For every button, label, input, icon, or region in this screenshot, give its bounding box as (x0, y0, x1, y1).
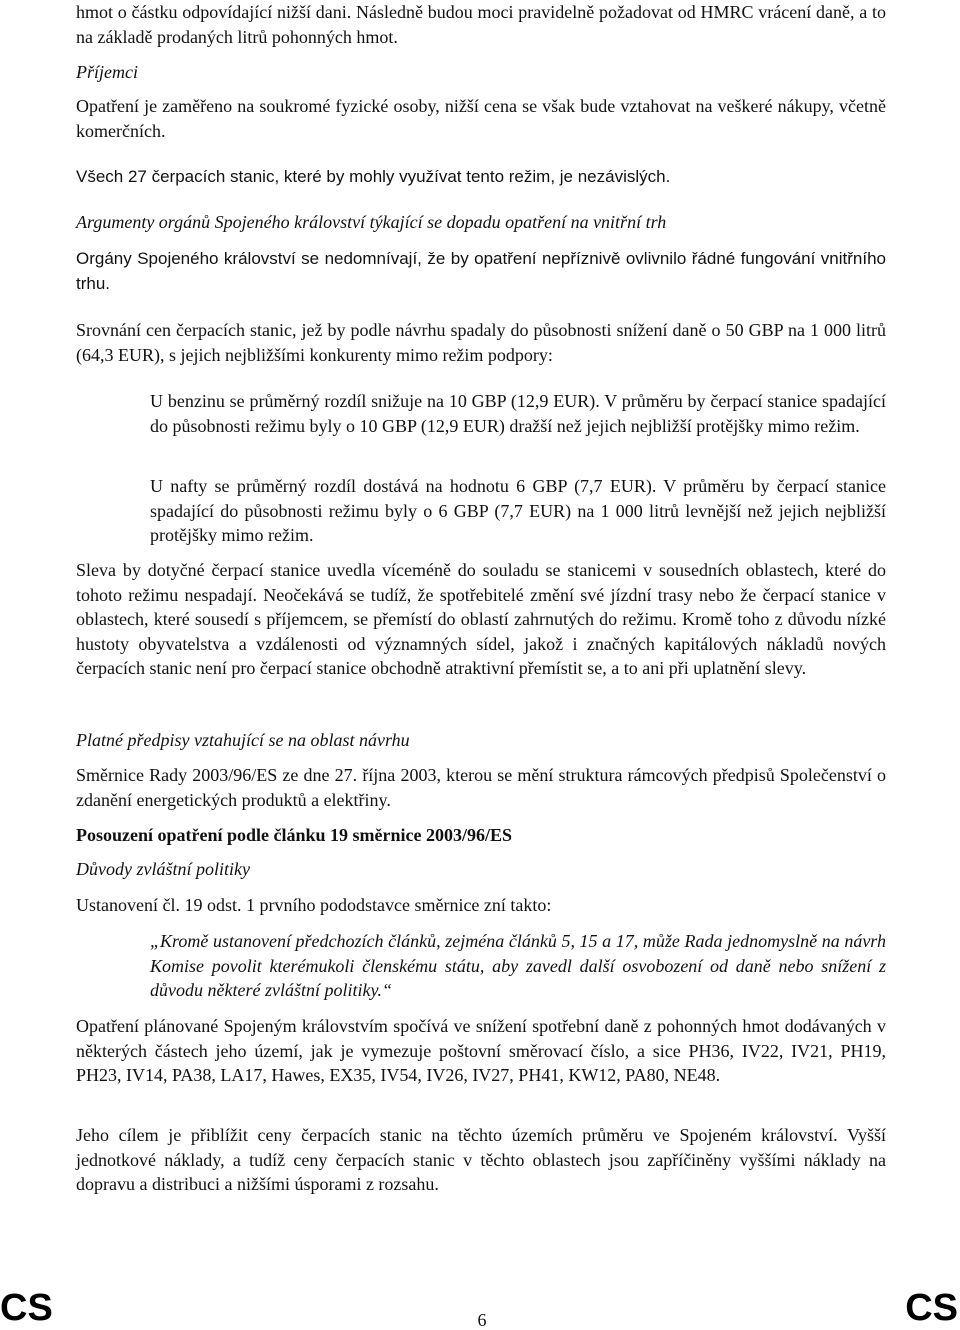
paragraph-directive: Směrnice Rady 2003/96/ES ze dne 27. října 2003, kterou se mění struktura rámcových předpisů Společenství o zdanění energetických produktů a elektřiny. (76, 765, 886, 810)
footer-language-code-left: CS (0, 1287, 53, 1329)
heading-assessment: Posouzení opatření podle článku 19 směrnice 2003/96/ES (76, 825, 513, 845)
paragraph-stations-independent: Všech 27 čerpacích stanic, které by mohly využívat tento režim, je nezávislých. (76, 167, 671, 186)
heading-applicable-rules: Platné předpisy vztahující se na oblast návrhu (76, 730, 410, 750)
heading-arguments: Argumenty orgánů Spojeného království týkající se dopadu opatření na vnitřní trh (76, 212, 667, 232)
heading-policy-reasons: Důvody zvláštní politiky (76, 859, 250, 879)
footer-language-code-right: CS (905, 1287, 958, 1329)
page-number: 6 (477, 1310, 487, 1330)
paragraph-intro-continuation: hmot o částku odpovídající nižší dani. Následně budou moci pravidelně požadovat od HMRC vrácení daně, a to na základě prodaných litrů pohonných hmot. (76, 2, 886, 47)
paragraph-provision: Ustanovení čl. 19 odst. 1 prvního pododstavce směrnice zní takto: (76, 895, 552, 915)
paragraph-planned-measure: Opatření plánované Spojeným královstvím spočívá ve snížení spotřební daně z pohonných hmot dodávaných v některých částech jeho území, jak je vymezuje poštovní směrovací číslo, a sice PH36, IV22, IV21, PH19, PH23, IV14, PA38, LA17, Hawes, EX35, IV54, IV26, IV27, PH41, KW12, PA80, NE48. (76, 1016, 886, 1085)
paragraph-petrol: U benzinu se průměrný rozdíl snižuje na 10 GBP (12,9 EUR). V průměru by čerpací stanice spadající do působnosti režimu byly o 10 GBP (12,9 EUR) dražší než jejich nejbližší protějšky mimo režim. (150, 391, 886, 436)
heading-prijemci: Příjemci (76, 62, 138, 82)
paragraph-price-comparison: Srovnání cen čerpacích stanic, jež by podle návrhu spadaly do působnosti snížení daně o 50 GBP na 1 000 litrů (64,3 EUR), s jejich nejbližšími konkurenty mimo režim podpory: (76, 320, 886, 365)
paragraph-recipients: Opatření je zaměřeno na soukromé fyzické osoby, nižší cena se však bude vztahovat na veškeré nákupy, včetně komerčních. (76, 96, 886, 141)
paragraph-internal-market: Orgány Spojeného království se nedomnívají, že by opatření nepříznivě ovlivnilo řádné fungování vnitřního trhu. (76, 249, 886, 293)
quote-article-19: „Kromě ustanovení předchozích článků, zejména článků 5, 15 a 17, může Rada jednomyslně na návrh Komise povolit kterémukoli členskému státu, aby zavedl další osvobození od daně nebo snížení z důvodu některé zvláštní politiky.“ (150, 931, 886, 1000)
paragraph-discount-effect: Sleva by dotyčné čerpací stanice uvedla víceméně do souladu se stanicemi v sousedních oblastech, které do tohoto režimu nespadají. Neočekává se tudíž, že spotřebitelé změní své jízdní trasy nebo že čerpací stanice v oblastech, které sousedí s příjemcem, se přemístí do oblastí zahrnutých do režimu. Kromě toho z důvodu nízké hustoty obyvatelstva a vzdálenosti od významných sídel, jakož i značných kapitálových nákladů nových čerpacích stanic není pro čerpací stanice obchodně atraktivní přemístit se, a to ani při uplatnění slevy. (76, 560, 886, 678)
paragraph-diesel: U nafty se průměrný rozdíl dostává na hodnotu 6 GBP (7,7 EUR). V průměru by čerpací stanice spadající do působnosti režimu byly o 6 GBP (7,7 EUR) na 1 000 litrů levnější než jejich nejbližší protějšky mimo režim. (150, 476, 886, 545)
paragraph-goal: Jeho cílem je přiblížit ceny čerpacích stanic na těchto územích průměru ve Spojeném království. Vyšší jednotkové náklady, a tudíž ceny čerpacích stanic v těchto oblastech jsou zapříčiněny vyššími náklady na dopravu a distribuci a nižšími úsporami z rozsahu. (76, 1125, 886, 1194)
